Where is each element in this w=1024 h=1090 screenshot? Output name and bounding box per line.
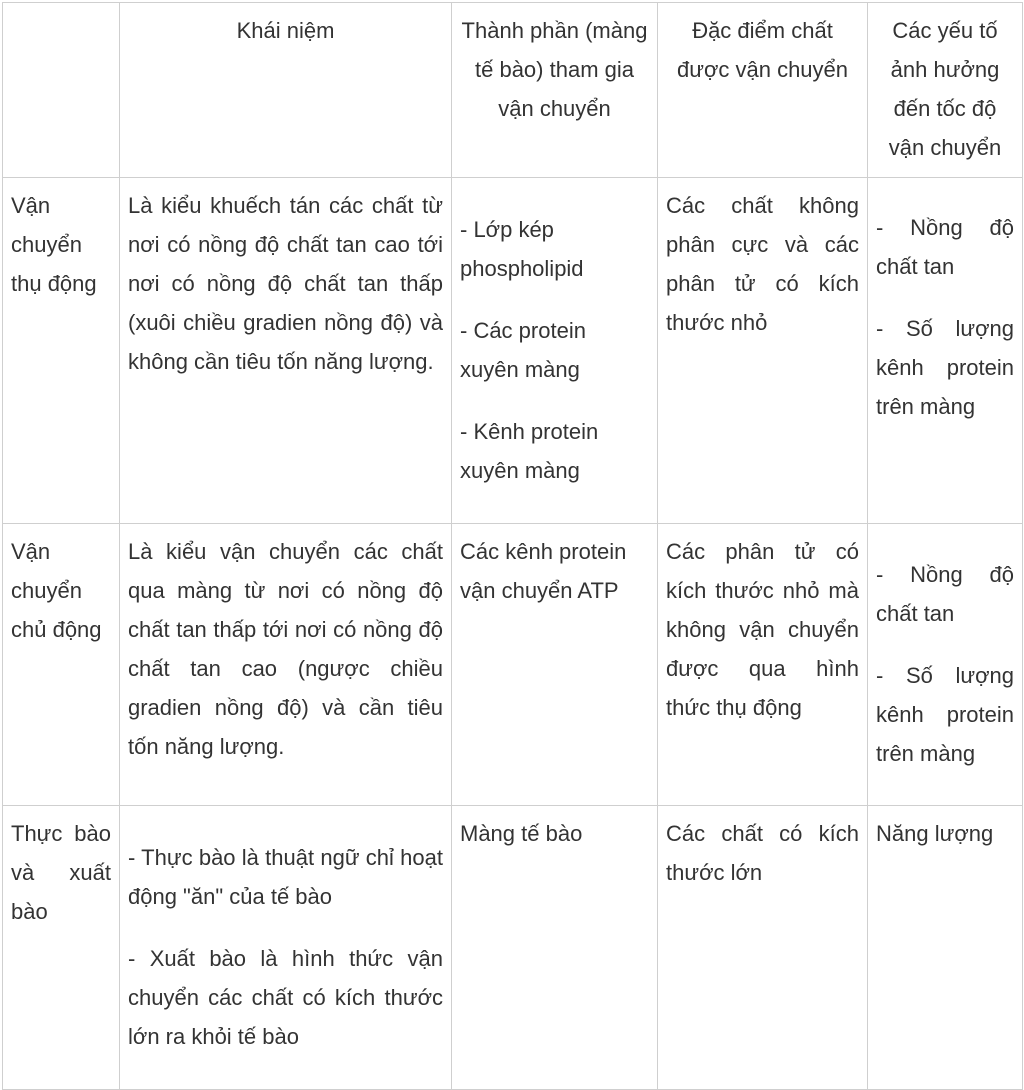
concept-item: - Xuất bào là hình thức vận chuyển các chất có kích thước lớn ra khỏi tế bào — [128, 945, 443, 1049]
characteristics-text: Các phân tử có kích thước nhỏ mà không vận chuyển được qua hình thức thụ động — [666, 539, 859, 720]
components-cell — [452, 524, 658, 806]
factors-item: Năng lượng — [876, 821, 994, 846]
header-cell-concept: Khái niệm — [120, 3, 452, 178]
table-row — [3, 524, 1023, 806]
factors-cell — [868, 806, 1023, 1090]
factors-item: - Nồng độ chất tan — [876, 561, 1014, 626]
row-name-cell: Vận chuyển thụ động — [3, 178, 120, 524]
header-cell-components: Thành phần (màng tế bào) tham gia vận chuyển — [452, 3, 658, 178]
characteristics-text: Các chất không phân cực và các phân tử có kích thước nhỏ — [666, 193, 859, 335]
concept-cell — [120, 178, 452, 524]
characteristics-cell — [658, 524, 868, 806]
row-name-cell: Vận chuyển chủ động — [3, 524, 120, 806]
concept-item: - Thực bào là thuật ngữ chỉ hoạt động "ăn" của tế bào — [128, 844, 443, 909]
concept-cell — [120, 524, 452, 806]
header-cell-empty — [3, 3, 120, 178]
characteristics-text: Các chất có kích thước lớn — [666, 821, 859, 885]
components-item: Các kênh protein vận chuyển ATP — [460, 539, 627, 603]
components-item: - Các protein xuyên màng — [460, 317, 586, 382]
table-row — [3, 806, 1023, 1090]
row-name-cell: Thực bào và xuất bào — [3, 806, 120, 1090]
factors-item: - Số lượng kênh protein trên màng — [876, 662, 1014, 766]
concept-cell — [120, 806, 452, 1090]
factors-item: - Nồng độ chất tan — [876, 215, 1014, 279]
table-row — [3, 178, 1023, 524]
characteristics-cell — [658, 806, 868, 1090]
components-item: - Lớp kép phospholipid — [460, 216, 584, 281]
concept-text: Là kiểu vận chuyển các chất qua màng từ nơi có nồng độ chất tan thấp tới nơi có nồng độ chất tan cao (ngược chiều gradien nồng độ) và cần tiêu tốn năng lượng. — [128, 539, 443, 759]
components-item: - Kênh protein xuyên màng — [460, 418, 599, 483]
factors-item: - Số lượng kênh protein trên màng — [876, 316, 1014, 419]
header-cell-factors: Các yếu tố ảnh hưởng đến tốc độ vận chuyển — [868, 3, 1023, 178]
concept-text: Là kiểu khuếch tán các chất từ nơi có nồng độ chất tan cao tới nơi có nồng độ chất tan thấp (xuôi chiều gradien nồng độ) và không cần tiêu tốn năng lượng. — [128, 193, 443, 374]
components-item: Màng tế bào — [460, 821, 583, 846]
characteristics-cell — [658, 178, 868, 524]
components-cell — [452, 806, 658, 1090]
transport-comparison-table — [2, 2, 1023, 1090]
header-cell-characteristics: Đặc điểm chất được vận chuyển — [658, 3, 868, 178]
header-row — [3, 3, 1023, 178]
factors-cell — [868, 524, 1023, 806]
factors-cell — [868, 178, 1023, 524]
components-cell — [452, 178, 658, 524]
